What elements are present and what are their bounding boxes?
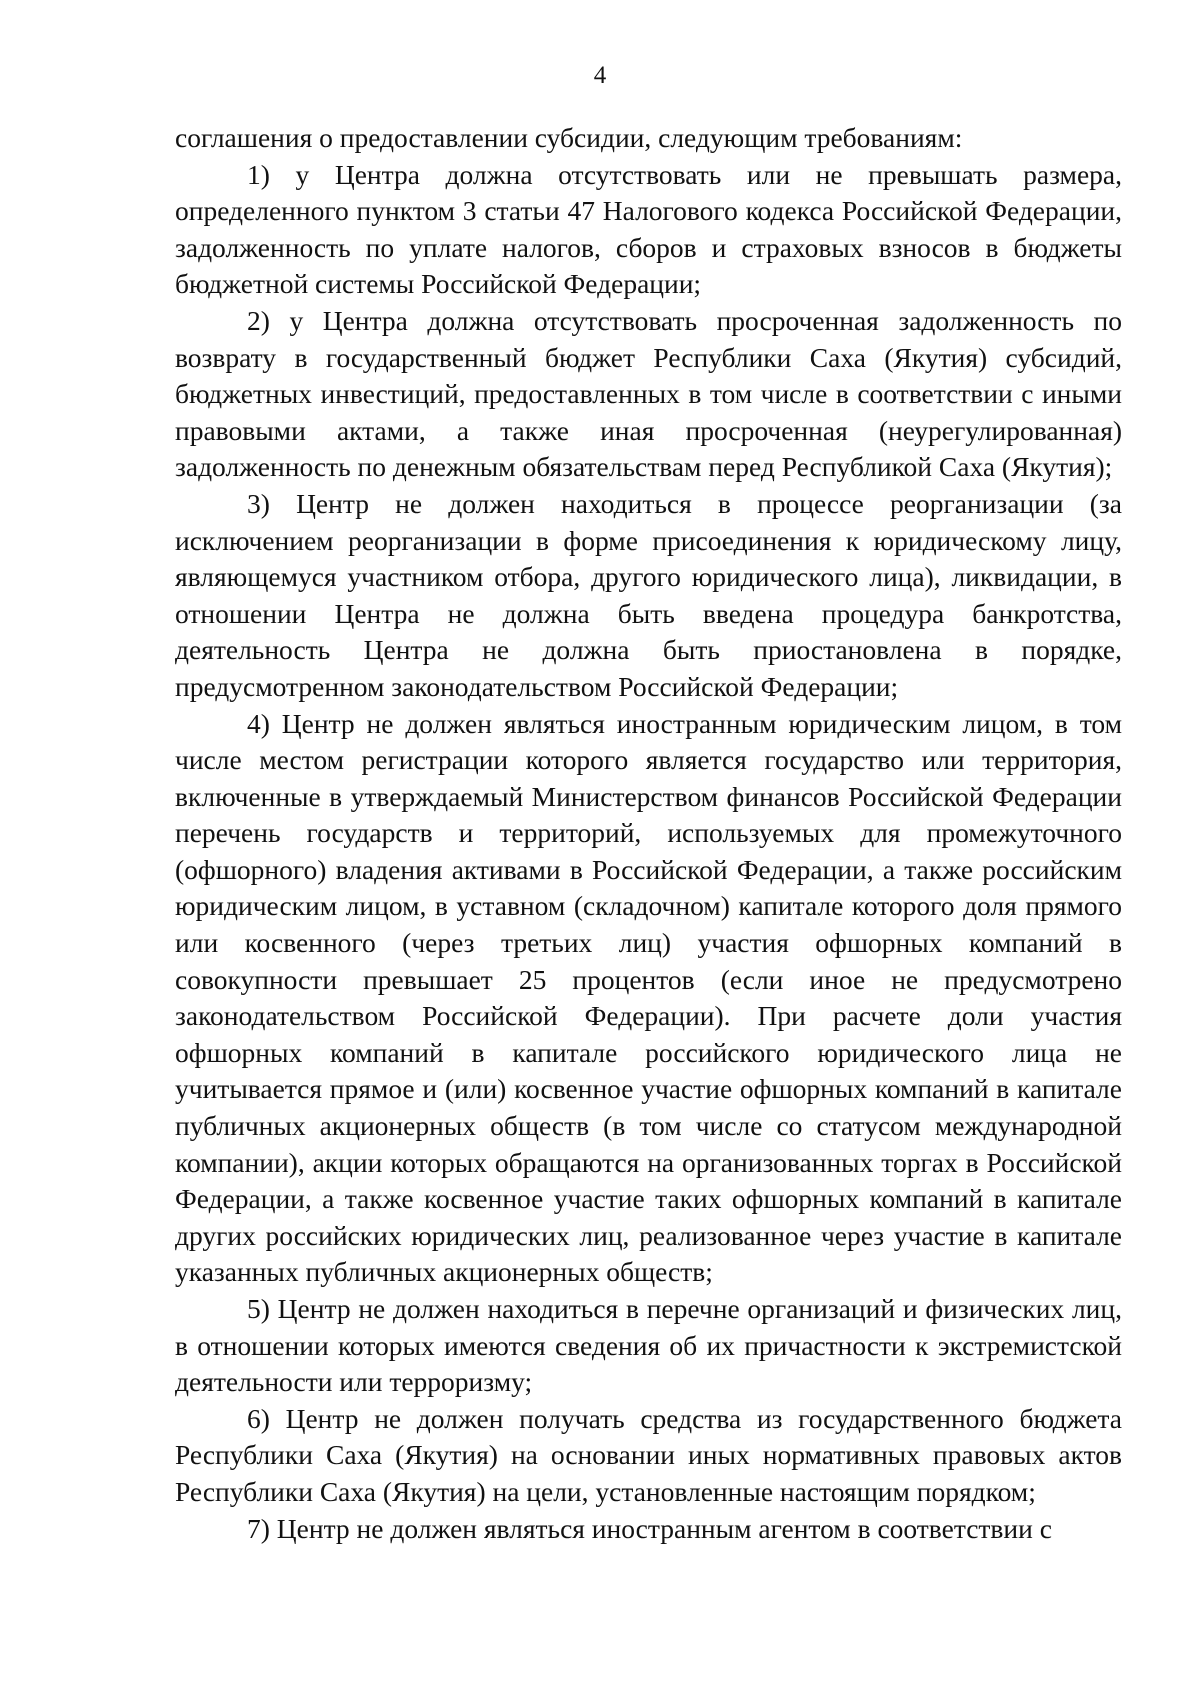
paragraph-item-5: 5) Центр не должен находиться в перечне организаций и физических лиц, в отношении которых имеются сведения об их причастности к экстремистской деятельности или терроризму; [175,1293,1122,1398]
paragraph-intro: соглашения о предоставлении субсидии, следующим требованиям: [175,122,963,153]
paragraph-item-3: 3) Центр не должен находиться в процессе реорганизации (за исключением реорганизации в форме присоединения к юридическому лицу, являющемуся участником отбора, другого юридического лица), ликвидации, в отношении Центра не должна быть введена процедура банкротства, деятельность Центра не должна быть приостановлена в порядке, предусмотренном законодательством Российской Федерации; [175,487,1122,702]
paragraph-item-1: 1) у Центра должна отсутствовать или не превышать размера, определенного пунктом 3 статьи 47 Налогового кодекса Российской Федерации, задолженность по уплате налогов, сборов и страховых взносов в бюджеты бюджетной системы Российской Федерации; [175,158,1122,300]
paragraph-item-4: 4) Центр не должен являться иностранным юридическим лицом, в том числе местом регистрации которого является государство или территория, включенные в утверждаемый Министерством финансов Российской Федерации перечень государств и территорий, используемых для промежуточного (офшорного) владения активами в Российской Федерации, а также российским юридическим лицом, в уставном (складочном) капитале которого доля прямого или косвенного (через третьих лиц) участия офшорных компаний в совокупности превышает 25 процентов (если иное не предусмотрено законодательством Российской Федерации). При расчете доли участия офшорных компаний в капитале российского юридического лица не учитывается прямое и (или) косвенное участие офшорных компаний в капитале публичных акционерных обществ (в том числе со статусом международной компании), акции которых обращаются на организованных торгах в Российской Федерации, а также косвенное участие таких офшорных компаний в капитале других российских юридических лиц, реализованное через участие в капитале указанных публичных акционерных обществ; [175,707,1122,1288]
paragraph-item-2: 2) у Центра должна отсутствовать просроченная задолженность по возврату в государственный бюджет Республики Саха (Якутия) субсидий, бюджетных инвестиций, предоставленных в том числе в соответствии с иными правовыми актами, а также иная просроченная (неурегулированная) задолженность по денежным обязательствам перед Республикой Саха (Якутия); [175,304,1122,483]
page-number: 4 [593,62,607,89]
document-body [175,120,1122,1547]
paragraph-item-6: 6) Центр не должен получать средства из государственного бюджета Республики Саха (Якутия) на основании иных нормативных правовых актов Республики Саха (Якутия) на цели, установленные настоящим порядком; [175,1402,1122,1507]
paragraph-item-7: 7) Центр не должен являться иностранным агентом в соответствии с [247,1512,1052,1544]
